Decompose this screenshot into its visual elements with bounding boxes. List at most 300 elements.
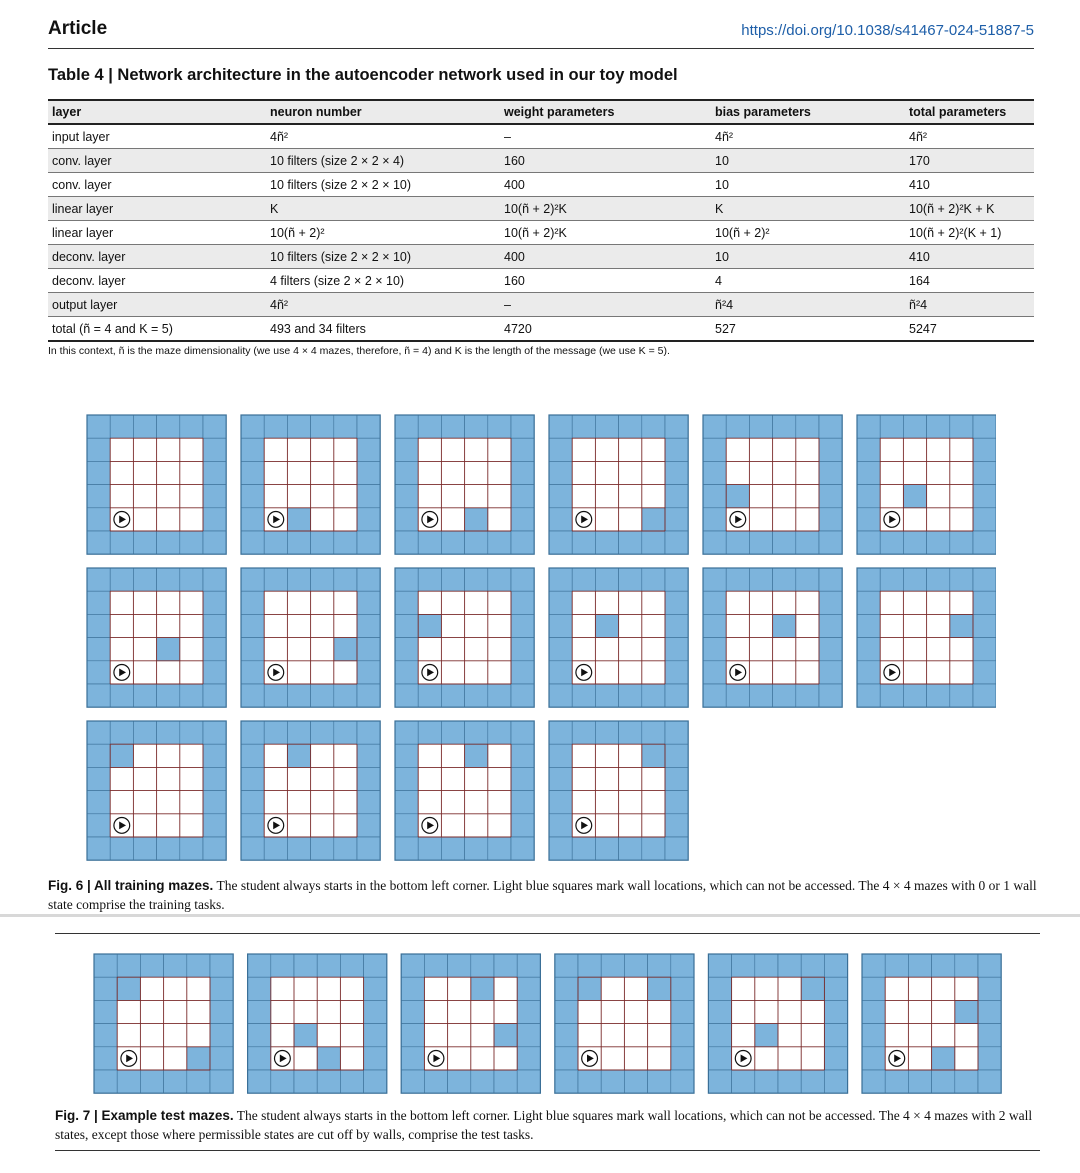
figure-7-caption-text: The student always starts in the bottom left corner. Light blue squares mark wall locations, which can not be accessed. The 4 × 4 mazes with 2 wall states, except those where permissible states are cut off by walls, comprise the test tasks.	[55, 1108, 1033, 1142]
border-wall-cell	[708, 1000, 731, 1023]
border-wall-cell	[665, 415, 688, 438]
border-wall-cell	[364, 1070, 387, 1093]
border-wall-cell	[395, 438, 418, 461]
table-cell: 400	[500, 245, 711, 269]
border-wall-cell	[164, 1070, 187, 1093]
border-wall-cell	[665, 591, 688, 614]
table-cell: 10(ñ + 2)²K + K	[905, 197, 1034, 221]
border-wall-cell	[572, 531, 595, 554]
border-wall-cell	[271, 954, 294, 977]
inner-wall-cell	[287, 744, 310, 767]
figure-7-top-rule	[55, 933, 1040, 934]
border-wall-cell	[796, 531, 819, 554]
border-wall-cell	[180, 415, 203, 438]
border-wall-cell	[555, 1070, 578, 1093]
border-wall-cell	[264, 684, 287, 707]
border-wall-cell	[87, 438, 110, 461]
border-wall-cell	[264, 721, 287, 744]
border-wall-cell	[180, 684, 203, 707]
border-wall-cell	[133, 837, 156, 860]
border-wall-cell	[665, 508, 688, 531]
border-wall-cell	[317, 954, 340, 977]
border-wall-cell	[517, 1070, 540, 1093]
border-wall-cell	[595, 415, 618, 438]
inner-wall-cell	[950, 614, 973, 637]
border-wall-cell	[578, 954, 601, 977]
border-wall-cell	[950, 684, 973, 707]
border-wall-cell	[950, 568, 973, 591]
border-wall-cell	[87, 531, 110, 554]
border-wall-cell	[671, 977, 694, 1000]
border-wall-cell	[87, 791, 110, 814]
border-wall-cell	[364, 1047, 387, 1070]
border-wall-cell	[908, 1070, 931, 1093]
border-wall-cell	[294, 954, 317, 977]
border-wall-cell	[665, 485, 688, 508]
border-wall-cell	[703, 684, 726, 707]
border-wall-cell	[317, 1070, 340, 1093]
border-wall-cell	[364, 977, 387, 1000]
border-wall-cell	[708, 1070, 731, 1093]
figure-7-caption-label: Fig. 7 | Example test mazes.	[55, 1108, 234, 1123]
border-wall-cell	[511, 638, 534, 661]
border-wall-cell	[511, 614, 534, 637]
table-cell: 4ñ²	[266, 124, 500, 149]
border-wall-cell	[395, 591, 418, 614]
border-wall-cell	[357, 508, 380, 531]
table-cell: linear layer	[48, 197, 266, 221]
border-wall-cell	[471, 1070, 494, 1093]
architecture-table	[48, 99, 1034, 342]
border-wall-cell	[401, 1070, 424, 1093]
border-wall-cell	[241, 744, 264, 767]
border-wall-cell	[87, 767, 110, 790]
border-wall-cell	[665, 531, 688, 554]
border-wall-cell	[819, 591, 842, 614]
border-wall-cell	[703, 661, 726, 684]
border-wall-cell	[880, 415, 903, 438]
border-wall-cell	[357, 661, 380, 684]
border-wall-cell	[857, 614, 880, 637]
border-wall-cell	[665, 767, 688, 790]
inner-wall-cell	[955, 1000, 978, 1023]
inner-wall-cell	[648, 977, 671, 1000]
border-wall-cell	[703, 638, 726, 661]
border-wall-cell	[133, 415, 156, 438]
border-wall-cell	[624, 954, 647, 977]
border-wall-cell	[110, 721, 133, 744]
inner-wall-cell	[595, 614, 618, 637]
border-wall-cell	[395, 791, 418, 814]
border-wall-cell	[932, 954, 955, 977]
border-wall-cell	[248, 954, 271, 977]
maze	[549, 568, 688, 707]
table-cell: 4ñ²	[711, 124, 905, 149]
border-wall-cell	[950, 531, 973, 554]
border-wall-cell	[241, 837, 264, 860]
inner-wall-cell	[773, 614, 796, 637]
border-wall-cell	[703, 531, 726, 554]
border-wall-cell	[703, 461, 726, 484]
border-wall-cell	[703, 614, 726, 637]
border-wall-cell	[357, 591, 380, 614]
border-wall-cell	[465, 568, 488, 591]
border-wall-cell	[903, 568, 926, 591]
column-header: neuron number	[266, 100, 500, 124]
border-wall-cell	[619, 568, 642, 591]
border-wall-cell	[511, 661, 534, 684]
border-wall-cell	[973, 591, 996, 614]
border-wall-cell	[401, 1000, 424, 1023]
border-wall-cell	[395, 744, 418, 767]
maze	[703, 415, 842, 554]
border-wall-cell	[203, 614, 226, 637]
border-wall-cell	[549, 461, 572, 484]
border-wall-cell	[357, 837, 380, 860]
border-wall-cell	[819, 531, 842, 554]
figure-7-mazes	[93, 953, 1003, 1097]
border-wall-cell	[401, 977, 424, 1000]
table-cell: 400	[500, 173, 711, 197]
border-wall-cell	[241, 684, 264, 707]
border-wall-cell	[94, 1000, 117, 1023]
border-wall-cell	[441, 531, 464, 554]
border-wall-cell	[978, 1047, 1001, 1070]
border-wall-cell	[973, 614, 996, 637]
border-wall-cell	[595, 568, 618, 591]
border-wall-cell	[488, 684, 511, 707]
border-wall-cell	[824, 1047, 847, 1070]
border-wall-cell	[87, 591, 110, 614]
inner-wall-cell	[465, 744, 488, 767]
border-wall-cell	[642, 415, 665, 438]
border-wall-cell	[87, 614, 110, 637]
table-cell: input layer	[48, 124, 266, 149]
border-wall-cell	[511, 744, 534, 767]
inner-wall-cell	[494, 1024, 517, 1047]
table-cell: –	[500, 293, 711, 317]
border-wall-cell	[441, 837, 464, 860]
border-wall-cell	[927, 531, 950, 554]
border-wall-cell	[517, 1047, 540, 1070]
border-wall-cell	[488, 531, 511, 554]
border-wall-cell	[395, 531, 418, 554]
border-wall-cell	[749, 415, 772, 438]
border-wall-cell	[248, 1000, 271, 1023]
border-wall-cell	[180, 568, 203, 591]
border-wall-cell	[287, 837, 310, 860]
border-wall-cell	[511, 814, 534, 837]
border-wall-cell	[418, 568, 441, 591]
border-wall-cell	[642, 837, 665, 860]
maze	[87, 568, 226, 707]
border-wall-cell	[973, 568, 996, 591]
border-wall-cell	[648, 1070, 671, 1093]
table-cell: 410	[905, 173, 1034, 197]
border-wall-cell	[703, 415, 726, 438]
border-wall-cell	[241, 721, 264, 744]
border-wall-cell	[511, 461, 534, 484]
border-wall-cell	[248, 1047, 271, 1070]
border-wall-cell	[619, 415, 642, 438]
border-wall-cell	[87, 837, 110, 860]
border-wall-cell	[824, 1070, 847, 1093]
border-wall-cell	[248, 977, 271, 1000]
inner-wall-cell	[726, 485, 749, 508]
border-wall-cell	[418, 837, 441, 860]
border-wall-cell	[903, 415, 926, 438]
column-header: bias parameters	[711, 100, 905, 124]
border-wall-cell	[665, 837, 688, 860]
inner-wall-cell	[932, 1047, 955, 1070]
border-wall-cell	[773, 684, 796, 707]
border-wall-cell	[287, 531, 310, 554]
maze	[395, 568, 534, 707]
maze	[395, 721, 534, 860]
border-wall-cell	[862, 1070, 885, 1093]
table-cell: 10	[711, 173, 905, 197]
border-wall-cell	[927, 568, 950, 591]
border-wall-cell	[927, 415, 950, 438]
border-wall-cell	[549, 791, 572, 814]
border-wall-cell	[311, 721, 334, 744]
border-wall-cell	[340, 1070, 363, 1093]
border-wall-cell	[203, 508, 226, 531]
border-wall-cell	[140, 954, 163, 977]
border-wall-cell	[357, 438, 380, 461]
border-wall-cell	[395, 614, 418, 637]
border-wall-cell	[157, 568, 180, 591]
border-wall-cell	[857, 591, 880, 614]
header-rule	[48, 48, 1034, 49]
border-wall-cell	[595, 721, 618, 744]
border-wall-cell	[94, 954, 117, 977]
border-wall-cell	[824, 977, 847, 1000]
border-wall-cell	[401, 954, 424, 977]
border-wall-cell	[357, 791, 380, 814]
maze	[401, 954, 540, 1093]
maze	[87, 415, 226, 554]
inner-wall-cell	[578, 977, 601, 1000]
doi-link[interactable]: https://doi.org/10.1038/s41467-024-51887-5	[741, 22, 1034, 39]
border-wall-cell	[110, 415, 133, 438]
border-wall-cell	[203, 661, 226, 684]
figure-6-mazes	[86, 414, 996, 864]
border-wall-cell	[511, 531, 534, 554]
border-wall-cell	[287, 721, 310, 744]
column-header: total parameters	[905, 100, 1034, 124]
border-wall-cell	[465, 721, 488, 744]
border-wall-cell	[357, 415, 380, 438]
border-wall-cell	[395, 661, 418, 684]
table-cell: 4	[711, 269, 905, 293]
maze	[857, 415, 996, 554]
border-wall-cell	[241, 814, 264, 837]
table-cell: ñ²4	[711, 293, 905, 317]
border-wall-cell	[555, 1047, 578, 1070]
border-wall-cell	[857, 684, 880, 707]
border-wall-cell	[862, 954, 885, 977]
table-cell: 164	[905, 269, 1034, 293]
inner-wall-cell	[294, 1024, 317, 1047]
inner-wall-cell	[157, 638, 180, 661]
border-wall-cell	[549, 591, 572, 614]
border-wall-cell	[885, 954, 908, 977]
table-cell: 10(ñ + 2)²K	[500, 197, 711, 221]
border-wall-cell	[778, 1070, 801, 1093]
border-wall-cell	[549, 485, 572, 508]
border-wall-cell	[511, 415, 534, 438]
border-wall-cell	[133, 568, 156, 591]
border-wall-cell	[87, 661, 110, 684]
border-wall-cell	[395, 568, 418, 591]
table-header-row	[48, 100, 1034, 124]
maze	[549, 415, 688, 554]
border-wall-cell	[334, 684, 357, 707]
border-wall-cell	[857, 661, 880, 684]
border-wall-cell	[287, 415, 310, 438]
border-wall-cell	[973, 415, 996, 438]
border-wall-cell	[180, 531, 203, 554]
border-wall-cell	[418, 684, 441, 707]
border-wall-cell	[157, 415, 180, 438]
border-wall-cell	[749, 531, 772, 554]
border-wall-cell	[549, 568, 572, 591]
article-label: Article	[48, 18, 108, 39]
border-wall-cell	[87, 744, 110, 767]
table-cell: 527	[711, 317, 905, 342]
figure-6-caption-text: The student always starts in the bottom left corner. Light blue squares mark wall locations, which can not be accessed. The 4 × 4 mazes with 0 or 1 wall state comprise the training tasks.	[48, 878, 1037, 912]
border-wall-cell	[572, 684, 595, 707]
border-wall-cell	[187, 1070, 210, 1093]
border-wall-cell	[133, 721, 156, 744]
border-wall-cell	[364, 954, 387, 977]
border-wall-cell	[857, 568, 880, 591]
table-cell: 10 filters (size 2 × 2 × 10)	[266, 173, 500, 197]
border-wall-cell	[203, 531, 226, 554]
table-cell: 4ñ²	[905, 124, 1034, 149]
border-wall-cell	[465, 531, 488, 554]
border-wall-cell	[708, 1047, 731, 1070]
border-wall-cell	[857, 485, 880, 508]
border-wall-cell	[665, 438, 688, 461]
border-wall-cell	[978, 1000, 1001, 1023]
border-wall-cell	[973, 461, 996, 484]
border-wall-cell	[732, 954, 755, 977]
border-wall-cell	[732, 1070, 755, 1093]
border-wall-cell	[287, 568, 310, 591]
figure-6-caption-label: Fig. 6 | All training mazes.	[48, 878, 214, 893]
table-cell: 4ñ²	[266, 293, 500, 317]
maze	[549, 721, 688, 860]
border-wall-cell	[87, 568, 110, 591]
border-wall-cell	[773, 415, 796, 438]
border-wall-cell	[517, 977, 540, 1000]
border-wall-cell	[241, 638, 264, 661]
table-row	[48, 149, 1034, 173]
border-wall-cell	[210, 1047, 233, 1070]
border-wall-cell	[973, 638, 996, 661]
column-header: weight parameters	[500, 100, 711, 124]
border-wall-cell	[203, 638, 226, 661]
table-row	[48, 221, 1034, 245]
border-wall-cell	[549, 721, 572, 744]
border-wall-cell	[441, 684, 464, 707]
border-wall-cell	[357, 614, 380, 637]
border-wall-cell	[203, 568, 226, 591]
page-divider	[0, 914, 1080, 917]
border-wall-cell	[364, 1024, 387, 1047]
border-wall-cell	[203, 684, 226, 707]
border-wall-cell	[203, 721, 226, 744]
table-cell: 493 and 34 filters	[266, 317, 500, 342]
border-wall-cell	[340, 954, 363, 977]
border-wall-cell	[549, 415, 572, 438]
maze	[241, 721, 380, 860]
maze	[862, 954, 1001, 1093]
border-wall-cell	[364, 1000, 387, 1023]
inner-wall-cell	[642, 508, 665, 531]
border-wall-cell	[494, 954, 517, 977]
border-wall-cell	[955, 1070, 978, 1093]
border-wall-cell	[488, 415, 511, 438]
border-wall-cell	[94, 1024, 117, 1047]
border-wall-cell	[511, 721, 534, 744]
table-row	[48, 293, 1034, 317]
border-wall-cell	[157, 837, 180, 860]
border-wall-cell	[334, 721, 357, 744]
border-wall-cell	[157, 684, 180, 707]
border-wall-cell	[140, 1070, 163, 1093]
border-wall-cell	[164, 954, 187, 977]
border-wall-cell	[642, 721, 665, 744]
border-wall-cell	[708, 1024, 731, 1047]
border-wall-cell	[203, 837, 226, 860]
border-wall-cell	[819, 614, 842, 637]
table-cell: linear layer	[48, 221, 266, 245]
border-wall-cell	[203, 591, 226, 614]
maze	[708, 954, 847, 1093]
border-wall-cell	[87, 684, 110, 707]
border-wall-cell	[133, 531, 156, 554]
border-wall-cell	[555, 1000, 578, 1023]
border-wall-cell	[203, 814, 226, 837]
border-wall-cell	[117, 1070, 140, 1093]
border-wall-cell	[187, 954, 210, 977]
table-cell: deconv. layer	[48, 245, 266, 269]
border-wall-cell	[395, 638, 418, 661]
border-wall-cell	[424, 954, 447, 977]
border-wall-cell	[703, 568, 726, 591]
border-wall-cell	[665, 744, 688, 767]
border-wall-cell	[241, 461, 264, 484]
column-header: layer	[48, 100, 266, 124]
border-wall-cell	[441, 568, 464, 591]
border-wall-cell	[619, 837, 642, 860]
border-wall-cell	[572, 415, 595, 438]
border-wall-cell	[87, 814, 110, 837]
border-wall-cell	[726, 684, 749, 707]
border-wall-cell	[448, 954, 471, 977]
border-wall-cell	[880, 684, 903, 707]
border-wall-cell	[494, 1070, 517, 1093]
border-wall-cell	[357, 638, 380, 661]
table-cell: conv. layer	[48, 149, 266, 173]
border-wall-cell	[241, 415, 264, 438]
table-cell: 10(ñ + 2)²(K + 1)	[905, 221, 1034, 245]
table-cell: ñ²4	[905, 293, 1034, 317]
border-wall-cell	[395, 721, 418, 744]
